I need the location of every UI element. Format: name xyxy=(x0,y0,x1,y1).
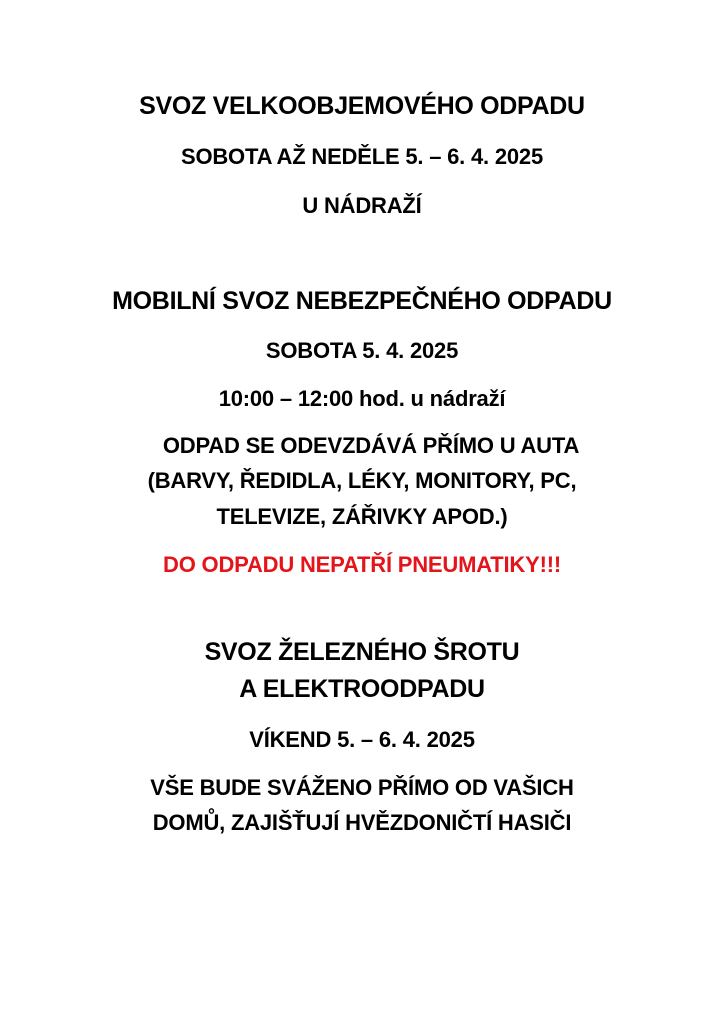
scrap-date: VÍKEND 5. – 6. 4. 2025 xyxy=(249,727,475,752)
bulky-waste-place: U NÁDRAŽÍ xyxy=(302,193,422,218)
hazardous-waste-note-line: (BARVY, ŘEDIDLA, LÉKY, MONITORY, PC, xyxy=(147,468,577,493)
scrap-title-line: SVOZ ŽELEZNÉHO ŠROTU xyxy=(204,638,520,666)
bulky-waste-date: SOBOTA AŽ NEDĚLE 5. – 6. 4. 2025 xyxy=(180,144,543,169)
hazardous-waste-time: 10:00 – 12:00 hod. u nádraží xyxy=(218,386,506,411)
scrap-note-line: VŠE BUDE SVÁŽENO PŘÍMO OD VAŠICH xyxy=(150,775,574,800)
scrap-title-line: A ELEKTROODPADU xyxy=(239,675,485,703)
hazardous-waste-title: MOBILNÍ SVOZ NEBEZPEČNÉHO ODPADU xyxy=(112,287,612,315)
tyres-warning: DO ODPADU NEPATŘÍ PNEUMATIKY!!! xyxy=(163,552,561,577)
hazardous-waste-date: SOBOTA 5. 4. 2025 xyxy=(265,338,459,363)
hazardous-waste-note-line: TELEVIZE, ZÁŘIVKY APOD.) xyxy=(216,504,508,529)
scrap-note-line: DOMŮ, ZAJIŠŤUJÍ HVĚZDONIČTÍ HASIČI xyxy=(152,810,572,835)
hazardous-waste-note-line: ODPAD SE ODEVZDÁVÁ PŘÍMO U AUTA xyxy=(162,433,580,458)
bulky-waste-title: SVOZ VELKOOBJEMOVÉHO ODPADU xyxy=(139,92,585,120)
